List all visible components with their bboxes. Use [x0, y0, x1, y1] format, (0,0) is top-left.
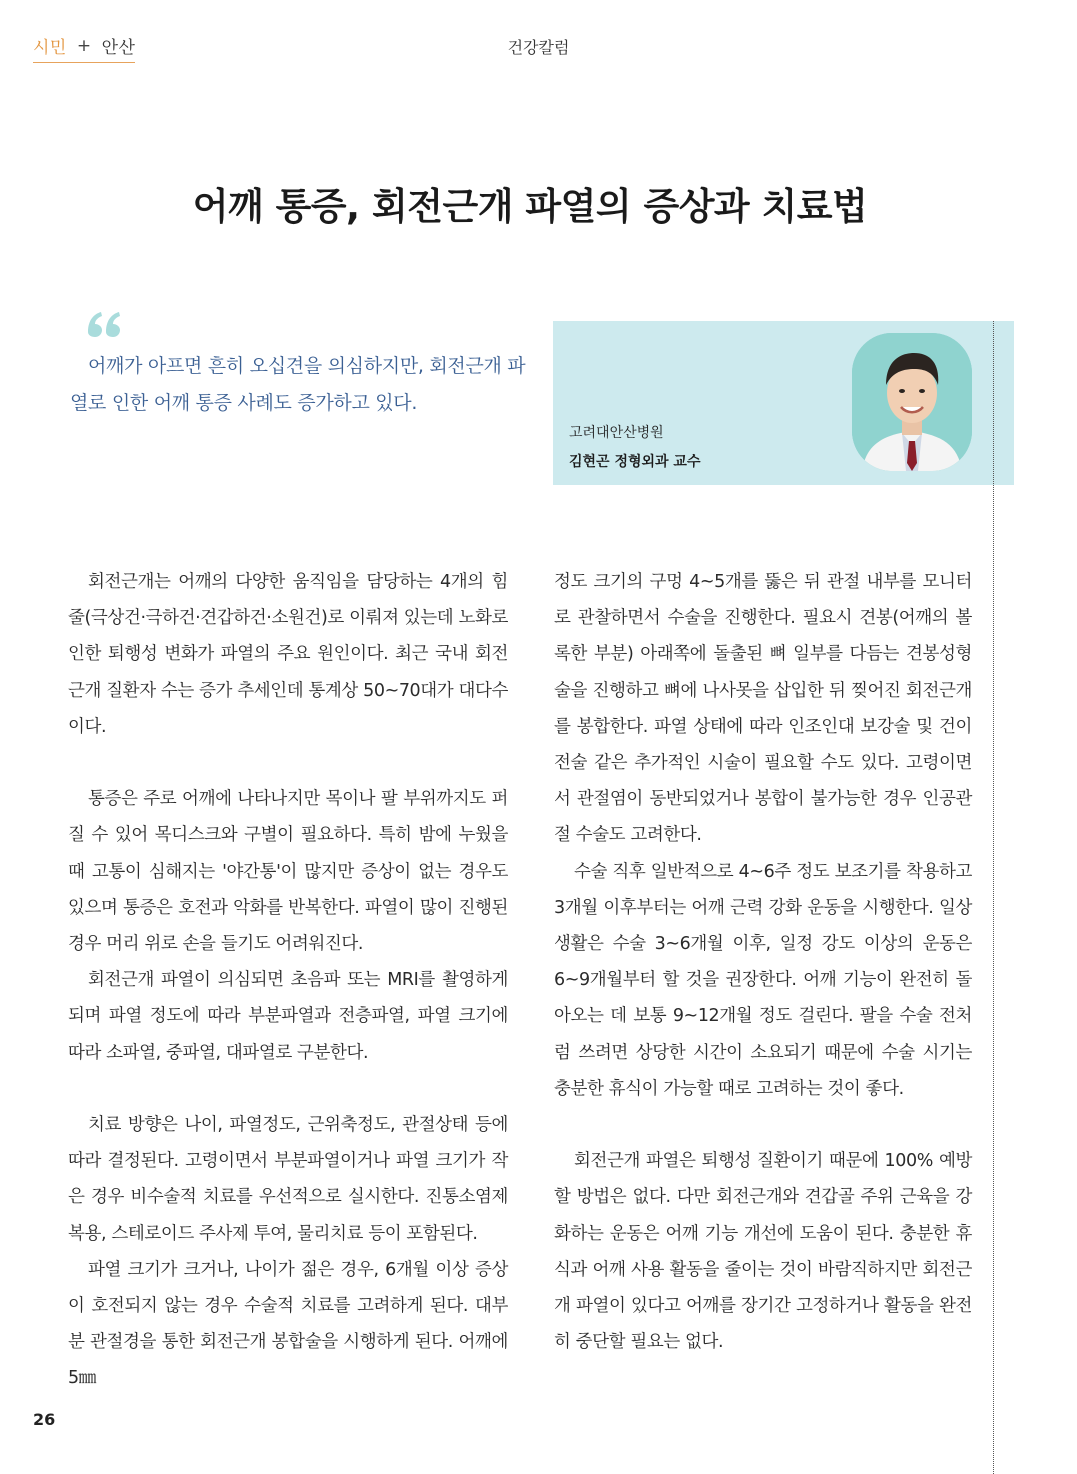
author-hospital: 고려대안산병원	[569, 425, 664, 441]
paragraph: 정도 크기의 구멍 4~5개를 뚫은 뒤 관절 내부를 모니터로 관찰하면서 수술을 진행한다. 필요시 견봉(어깨의 볼록한 부분) 아래쪽에 돌출된 뼈 일부를 다듬는 견봉성형술을 진행하고 뼈에 나사못을 삽입한 뒤 찢어진 회전근개를 봉합한다. 파열 상태에 따라 인조인대 보강술 및 건이전술 같은 추가적인 시술이 필요할 수도 있다. 고령이면서 관절염이 동반되었거나 봉합이 불가능한 경우 인공관절 수술도 고려한다.	[554, 572, 972, 846]
paragraph: 회전근개는 어깨의 다양한 움직임을 담당하는 4개의 힘줄(극상건·극하건·견갑하건·소원건)로 이뤄져 있는데 노화로 인한 퇴행성 변화가 파열의 주요 원인이다. 최근 국내 회전근개 질환자 수는 증가 추세인데 통계상 50~70대가 대다수이다.	[68, 572, 508, 737]
section-label-part2: 안산	[101, 38, 136, 58]
page-edge-guide	[993, 321, 994, 1474]
article-column-right	[554, 564, 972, 1360]
quote-mark-icon	[84, 302, 124, 342]
paragraph: 통증은 주로 어깨에 나타나지만 목이나 팔 부위까지도 퍼질 수 있어 목디스크와 구별이 필요하다. 특히 밤에 누웠을 때 고통이 심해지는 '야간통'이 많지만 증상이 없는 경우도 있으며 통증은 호전과 악화를 반복한다. 파열이 많이 진행된 경우 머리 위로 손을 들기도 어려워진다.	[68, 789, 508, 955]
pull-quote	[70, 348, 530, 422]
author-photo	[852, 333, 972, 471]
article-column-left	[68, 564, 508, 1397]
article-title: 어깨 통증, 회전근개 파열의 증상과 치료법	[192, 185, 868, 228]
paragraph: 회전근개 파열은 퇴행성 질환이기 때문에 100% 예방할 방법은 없다. 다만 회전근개와 견갑골 주위 근육을 강화하는 운동은 어깨 기능 개선에 도움이 된다. 충분한 휴식과 어깨 사용 활동을 줄이는 것이 바람직하지만 회전근개 파열이 있다고 어깨를 장기간 고정하거나 활동을 완전히 중단할 필요는 없다.	[554, 1151, 972, 1353]
paragraph: 파열 크기가 크거나, 나이가 젊은 경우, 6개월 이상 증상이 호전되지 않는 경우 수술적 치료를 고려하게 된다. 대부분 관절경을 통한 회전근개 봉합술을 시행하게 된다. 어깨에 5㎜	[68, 1259, 508, 1389]
section-label-part1: 시민	[33, 38, 67, 58]
page-number: 26	[33, 1410, 56, 1429]
section-label-plus: +	[76, 35, 92, 56]
category-label: 건강칼럼	[507, 38, 570, 57]
paragraph: 치료 방향은 나이, 파열정도, 근위축정도, 관절상태 등에 따라 결정된다. 고령이면서 부분파열이거나 파열 크기가 작은 경우 비수술적 치료를 우선적으로 실시한다. 진통소염제 복용, 스테로이드 주사제 투여, 물리치료 등이 포함된다.	[68, 1115, 508, 1244]
author-box	[553, 321, 1014, 485]
pull-quote-text: 어깨가 아프면 흔히 오십견을 의심하지만, 회전근개 파열로 인한 어깨 통증 사례도 증가하고 있다.	[70, 355, 526, 414]
paragraph: 수술 직후 일반적으로 4~6주 정도 보조기를 착용하고 3개월 이후부터는 어깨 근력 강화 운동을 시행한다. 일상생활은 수술 3~6개월 이후, 일정 강도 이상의 운동은 6~9개월부터 할 것을 권장한다. 어깨 기능이 완전히 돌아오는 데 보통 9~12개월 정도 걸린다. 팔을 수술 전처럼 쓰려면 상당한 시간이 소요되기 때문에 수술 시기는 충분한 휴식이 가능할 때로 고려하는 것이 좋다.	[554, 861, 972, 1099]
paragraph: 회전근개 파열이 의심되면 초음파 또는 MRI를 촬영하게 되며 파열 정도에 따라 부분파열과 전층파열, 파열 크기에 따라 소파열, 중파열, 대파열로 구분한다.	[68, 970, 508, 1063]
author-name: 김현곤 정형외과 교수	[569, 454, 701, 470]
